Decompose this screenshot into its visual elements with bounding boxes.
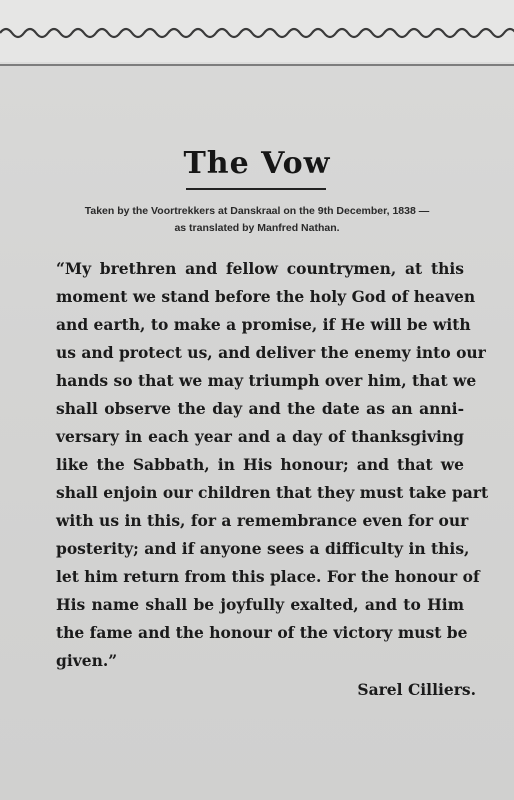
title-underline: [186, 188, 326, 190]
signature: Sarel Cilliers.: [357, 680, 476, 699]
vow-text-line: us and protect us, and deliver the enemy into our: [56, 343, 486, 362]
vow-text-line: the fame and the honour of the victory must be: [56, 623, 468, 642]
vow-text-line: hands so that we may triumph over him, that we: [56, 371, 477, 390]
vow-text-line: with us in this, for a remembrance even for our: [56, 511, 469, 530]
vow-text-line: versary in each year and a day of thanksgiving: [56, 427, 464, 446]
vow-text-line: posterity; and if anyone sees a difficulty in this,: [56, 539, 470, 558]
vow-text-line: and earth, to make a promise, if He will be with: [56, 315, 471, 334]
vow-text-line: His name shall be joyfully exalted, and to Him: [56, 595, 464, 614]
subtitle-line-1: Taken by the Voortrekkers at Danskraal on the 9th December, 1838 —: [84, 205, 430, 217]
vow-text-line: let him return from this place. For the honour of: [56, 567, 480, 586]
vow-text-line: “My brethren and fellow countrymen, at this: [56, 259, 464, 278]
vow-text-line: shall enjoin our children that they must take part: [56, 483, 489, 502]
page-title: The Vow: [183, 146, 331, 181]
wavy-decorative-border: [0, 22, 514, 44]
vow-text-line: like the Sabbath, in His honour; and that we: [56, 455, 464, 474]
vow-text-line: moment we stand before the holy God of heaven: [56, 287, 476, 306]
subtitle-line-2: as translated by Manfred Nathan.: [174, 222, 340, 234]
vow-text-line: given.”: [56, 651, 118, 670]
vow-text-line: shall observe the day and the date as an anni-: [56, 399, 464, 418]
